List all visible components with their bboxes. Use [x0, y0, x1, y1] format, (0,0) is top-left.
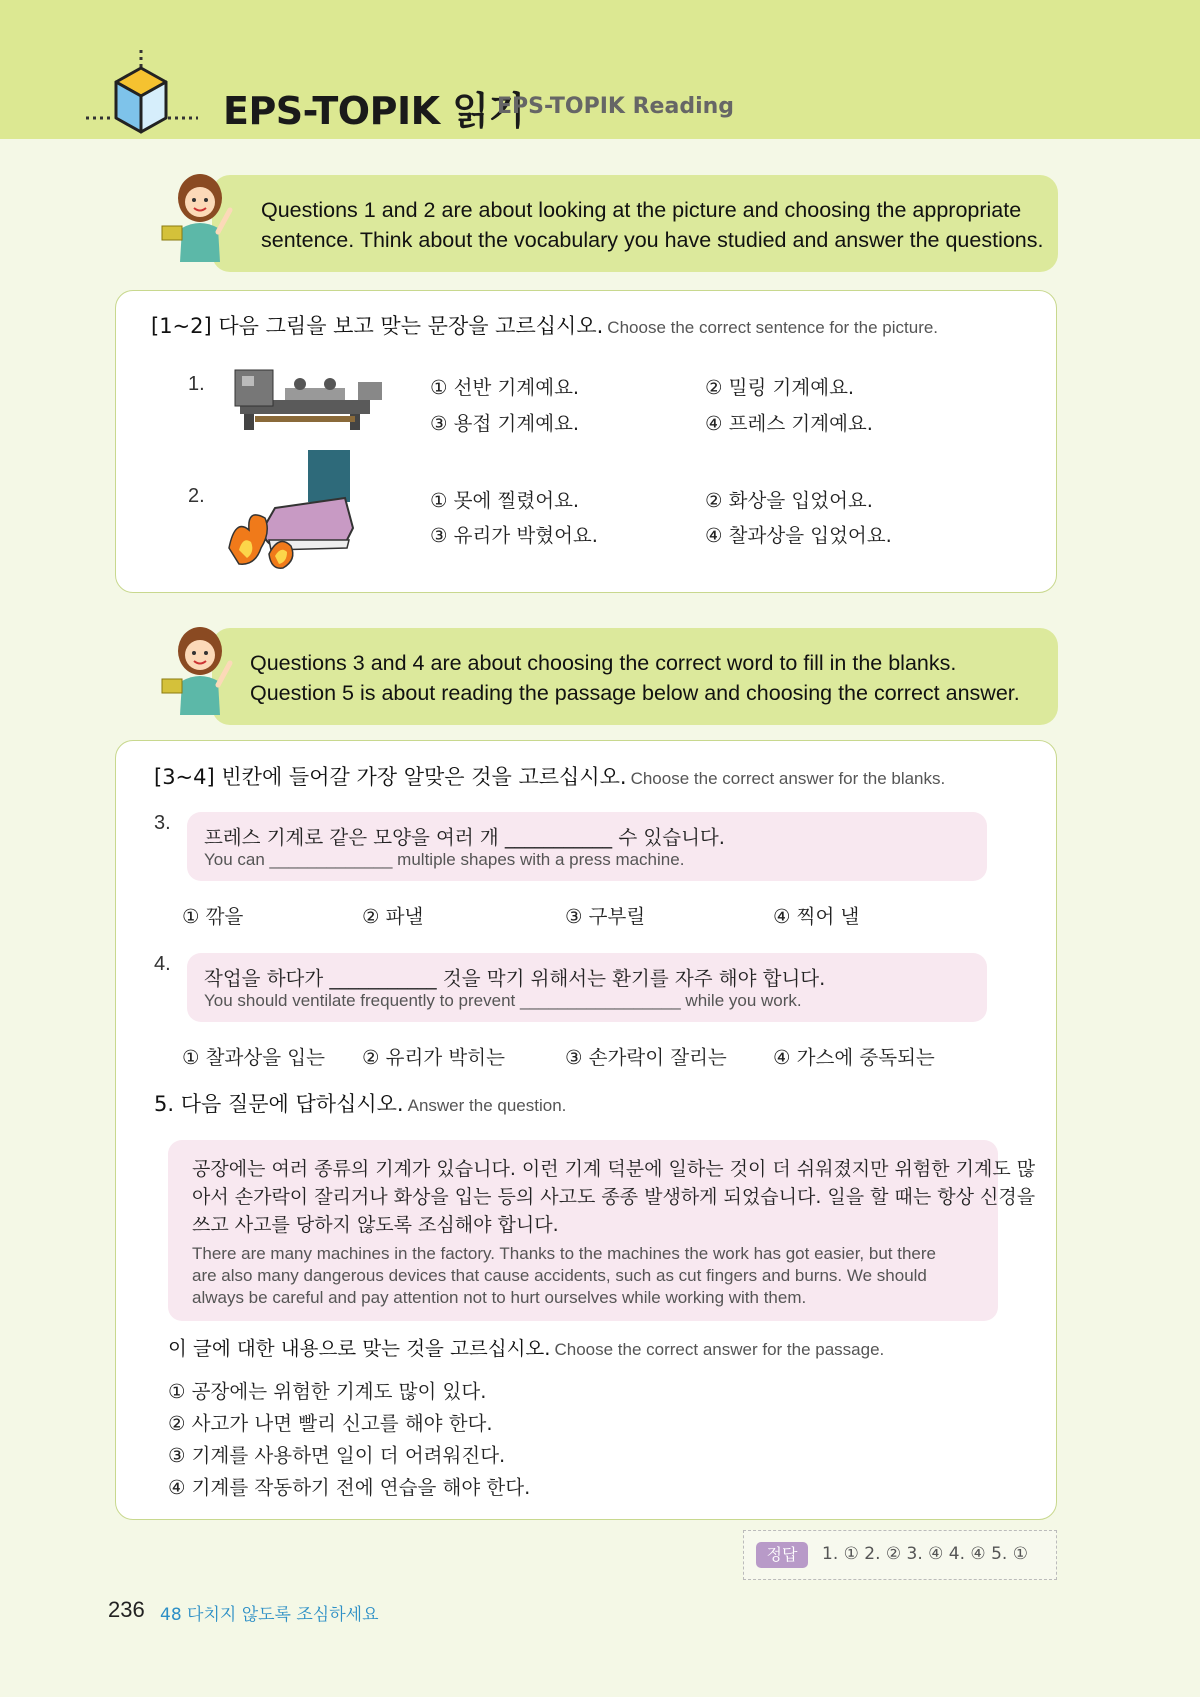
q5-option-2[interactable]: ② 사고가 나면 빨리 신고를 해야 한다.	[168, 1412, 493, 1435]
chapter-title: 48 다치지 않도록 조심하세요	[160, 1605, 379, 1625]
q4-sentence-box	[187, 953, 987, 1022]
q3-option-1[interactable]: ① 깎을	[182, 905, 244, 928]
section1-instruction: [1~2] 다음 그림을 보고 맞는 문장을 고르십시오. Choose the correct sentence for the picture.	[151, 314, 939, 338]
answer-list: 1. ① 2. ② 3. ④ 4. ④ 5. ①	[822, 1544, 1028, 1564]
question-3-number: 3.	[154, 812, 171, 834]
question-2-number: 2.	[188, 485, 205, 507]
q5-title: 5. 다음 질문에 답하십시오. Answer the question.	[154, 1092, 567, 1116]
q3-sentence-ko: 프레스 기계로 같은 모양을 여러 개 ___________ 수 있습니다.	[204, 826, 725, 849]
q5-option-3[interactable]: ③ 기계를 사용하면 일이 더 어려워진다.	[168, 1444, 506, 1467]
q5-passage-en-line2: are also many dangerous devices that cause accidents, such as cut fingers and burns. We should	[192, 1266, 927, 1285]
q5-question: 이 글에 대한 내용으로 맞는 것을 고르십시오. Choose the correct answer for the passage.	[168, 1337, 885, 1360]
q2-option-2[interactable]: ② 화상을 입었어요.	[705, 489, 873, 512]
q4-option-2[interactable]: ② 유리가 박히는	[362, 1046, 505, 1069]
q5-passage-ko-line3: 쓰고 사고를 당하지 않도록 조심해야 합니다.	[192, 1214, 559, 1236]
q5-passage-ko-line2: 아서 손가락이 잘리거나 화상을 입는 등의 사고도 종종 발생하게 되었습니다. 일을 할 때는 항상 신경을	[192, 1186, 1036, 1208]
q3-option-2[interactable]: ② 파낼	[362, 905, 424, 928]
page-subtitle: EPS-TOPIK Reading	[497, 94, 735, 119]
q1-option-4[interactable]: ④ 프레스 기계예요.	[705, 412, 873, 435]
q3-sentence-en: You can _____________ multiple shapes with a press machine.	[204, 850, 685, 869]
page-title: EPS-TOPIK 읽기	[223, 89, 525, 133]
q4-option-4[interactable]: ④ 가스에 중독되는	[773, 1046, 935, 1069]
q4-sentence-en: You should ventilate frequently to prevent _________________ while you work.	[204, 991, 802, 1010]
q3-sentence-box	[187, 812, 987, 881]
question-1-number: 1.	[188, 373, 205, 395]
q2-option-1[interactable]: ① 못에 찔렸어요.	[430, 489, 580, 512]
tip2-line2: Question 5 is about reading the passage below and choosing the correct answer.	[250, 681, 1020, 705]
q5-passage-en-line3: always be careful and pay attention not to hurt ourselves while working with them.	[192, 1288, 807, 1307]
teacher-illustration	[160, 623, 240, 723]
tip-bubble-2	[212, 628, 1058, 725]
q1-option-1[interactable]: ① 선반 기계예요.	[430, 376, 580, 399]
q5-passage-en-line1: There are many machines in the factory. Thanks to the machines the work has got easier, but there	[192, 1244, 936, 1263]
q4-option-1[interactable]: ① 찰과상을 입는	[182, 1046, 325, 1069]
tip2-line1: Questions 3 and 4 are about choosing the correct word to fill in the blanks.	[250, 651, 957, 675]
q2-option-4[interactable]: ④ 찰과상을 입었어요.	[705, 524, 892, 547]
burning-shoe-image	[225, 448, 360, 576]
q5-option-4[interactable]: ④ 기계를 작동하기 전에 연습을 해야 한다.	[168, 1476, 531, 1499]
q1-option-3[interactable]: ③ 용접 기계예요.	[430, 412, 580, 435]
lathe-machine-image	[230, 362, 385, 432]
question-4-number: 4.	[154, 953, 171, 975]
q3-option-3[interactable]: ③ 구부릴	[565, 905, 646, 928]
teacher-illustration	[160, 170, 240, 270]
q3-option-4[interactable]: ④ 찍어 낼	[773, 905, 860, 928]
answer-key	[743, 1530, 1057, 1580]
tip1-line1: Questions 1 and 2 are about looking at the picture and choosing the appropriate	[261, 198, 1022, 222]
q2-option-3[interactable]: ③ 유리가 박혔어요.	[430, 524, 598, 547]
q5-passage-box	[168, 1140, 1036, 1321]
cube-icon	[86, 50, 204, 142]
q1-option-2[interactable]: ② 밀링 기계예요.	[705, 376, 855, 399]
q5-passage-ko-line1: 공장에는 여러 종류의 기계가 있습니다. 이런 기계 덕분에 일하는 것이 더 쉬워졌지만 위험한 기계도 많	[192, 1158, 1036, 1180]
answer-badge: 정답	[756, 1542, 808, 1568]
tip-bubble-1	[212, 175, 1058, 272]
tip1-line2: sentence. Think about the vocabulary you have studied and answer the questions.	[261, 228, 1044, 252]
q4-sentence-ko: 작업을 하다가 ___________ 것을 막기 위해서는 환기를 자주 해야 합니다.	[204, 967, 826, 990]
q5-option-1[interactable]: ① 공장에는 위험한 기계도 많이 있다.	[168, 1380, 487, 1403]
page-number: 236	[108, 1597, 145, 1622]
q4-option-3[interactable]: ③ 손가락이 잘리는	[565, 1046, 727, 1069]
page-header	[0, 0, 1200, 139]
section2-instruction: [3~4] 빈칸에 들어갈 가장 알맞은 것을 고르십시오. Choose the correct answer for the blanks.	[154, 765, 946, 789]
